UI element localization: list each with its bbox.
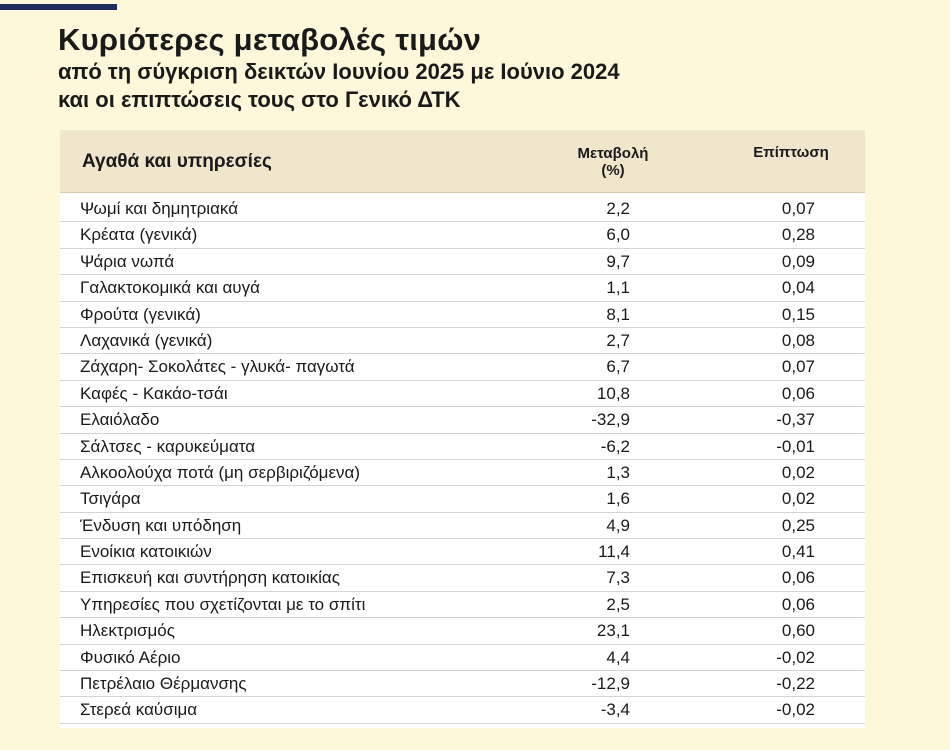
- cell-change: 7,3: [606, 568, 630, 588]
- table-row: [60, 381, 865, 407]
- table-row: [60, 302, 865, 328]
- cell-goods: Φρούτα (γενικά): [80, 304, 201, 324]
- cell-change: -3,4: [600, 700, 630, 720]
- table-body: [60, 196, 865, 724]
- cell-goods: Πετρέλαιο Θέρμανσης: [80, 674, 247, 694]
- table-row: [60, 592, 865, 618]
- cell-impact: 0,28: [781, 225, 815, 245]
- table-row: [60, 407, 865, 433]
- cell-goods: Ηλεκτρισμός: [80, 621, 175, 641]
- cell-change: 11,4: [598, 542, 630, 562]
- table-row: [60, 513, 865, 539]
- table-row: [60, 328, 865, 354]
- cell-impact: 0,02: [781, 462, 815, 482]
- header-goods: Αγαθά και υπηρεσίες: [82, 151, 272, 172]
- cell-change: 4,4: [606, 647, 630, 667]
- cell-goods: Ένδυση και υπόδηση: [80, 515, 242, 535]
- cell-change: 2,7: [606, 330, 630, 350]
- table-row: [60, 222, 865, 248]
- page-subtitle-line2: και οι επιπτώσεις τους στο Γενικό ΔΤΚ: [58, 87, 461, 112]
- cell-goods: Ψωμί και δημητριακά: [80, 199, 239, 218]
- cell-goods: Σάλτσες - καρυκεύματα: [80, 436, 256, 456]
- header-change-label: Μεταβολή: [577, 145, 649, 162]
- cell-impact: 0,02: [781, 489, 815, 509]
- cell-impact: 0,41: [781, 542, 815, 562]
- price-changes-table: [60, 130, 865, 728]
- cell-change: 10,8: [596, 383, 630, 403]
- cell-impact: -0,37: [776, 410, 815, 430]
- cell-goods: Υπηρεσίες που σχετίζονται με το σπίτι: [80, 594, 366, 614]
- table-row: [60, 539, 865, 565]
- page-subtitle-line1: από τη σύγκριση δεικτών Ιουνίου 2025 με Ιούνιο 2024: [58, 59, 620, 84]
- cell-goods: Γαλακτοκομικά και αυγά: [80, 278, 260, 298]
- cell-change: 9,7: [606, 251, 630, 271]
- cell-goods: Καφές - Κακάο-τσάι: [80, 383, 228, 403]
- header-impact: Επίπτωση: [753, 144, 829, 161]
- cell-goods: Αλκοολούχα ποτά (μη σερβιριζόμενα): [80, 462, 361, 482]
- cell-goods: Επισκευή και συντήρηση κατοικίας: [80, 568, 340, 588]
- accent-bar: [0, 4, 117, 10]
- cell-change: 2,2: [606, 199, 630, 218]
- cell-goods: Ζάχαρη- Σοκολάτες - γλυκά- παγωτά: [80, 357, 355, 377]
- table-row: [60, 671, 865, 697]
- cell-goods: Στερεά καύσιμα: [80, 700, 198, 720]
- cell-impact: -0,01: [776, 436, 815, 456]
- title-block: [58, 22, 918, 114]
- table-row: [60, 618, 865, 644]
- header-change: [558, 145, 668, 179]
- cell-impact: 0,09: [781, 251, 815, 271]
- cell-goods: Ελαιόλαδο: [80, 410, 160, 430]
- cell-impact: 0,15: [781, 304, 815, 324]
- cell-impact: 0,25: [781, 515, 815, 535]
- table-row: [60, 434, 865, 460]
- cell-impact: 0,07: [781, 357, 815, 377]
- cell-change: 1,1: [606, 278, 630, 298]
- cell-change: 6,0: [606, 225, 630, 245]
- cell-change: 1,6: [606, 489, 630, 509]
- cell-goods: Ψάρια νωπά: [80, 251, 175, 271]
- page-title: Κυριότερες μεταβολές τιμών: [58, 22, 482, 57]
- cell-change: -32,9: [591, 410, 630, 430]
- table-row: [60, 249, 865, 275]
- header-change-unit: (%): [601, 162, 625, 179]
- cell-impact: -0,02: [776, 647, 815, 667]
- table-row: [60, 354, 865, 380]
- cell-impact: 0,04: [781, 278, 815, 298]
- table-row: [60, 460, 865, 486]
- cell-goods: Φυσικό Αέριο: [80, 647, 181, 667]
- cell-change: 23,1: [596, 621, 630, 641]
- table-header: [60, 130, 865, 193]
- cell-impact: -0,02: [776, 700, 815, 720]
- cell-change: 6,7: [606, 357, 630, 377]
- cell-goods: Κρέατα (γενικά): [80, 225, 198, 245]
- cell-change: -12,9: [591, 674, 630, 694]
- cell-goods: Λαχανικά (γενικά): [80, 330, 213, 350]
- table-row: [60, 645, 865, 671]
- table-row: [60, 486, 865, 512]
- cell-impact: 0,06: [781, 568, 815, 588]
- cell-impact: 0,08: [781, 330, 815, 350]
- cell-goods: Ενοίκια κατοικιών: [80, 542, 212, 562]
- table-row: [60, 275, 865, 301]
- cell-change: 4,9: [606, 515, 630, 535]
- cell-impact: -0,22: [776, 674, 815, 694]
- cell-impact: 0,06: [781, 594, 815, 614]
- table-row: [60, 565, 865, 591]
- cell-goods: Τσιγάρα: [80, 489, 141, 509]
- cell-change: -6,2: [600, 436, 630, 456]
- cell-impact: 0,06: [781, 383, 815, 403]
- cell-change: 2,5: [606, 594, 630, 614]
- table-row: [60, 196, 865, 222]
- table-row: [60, 697, 865, 723]
- cell-impact: 0,60: [781, 621, 815, 641]
- cell-impact: 0,07: [781, 199, 815, 218]
- cell-change: 8,1: [606, 304, 630, 324]
- cell-change: 1,3: [606, 462, 630, 482]
